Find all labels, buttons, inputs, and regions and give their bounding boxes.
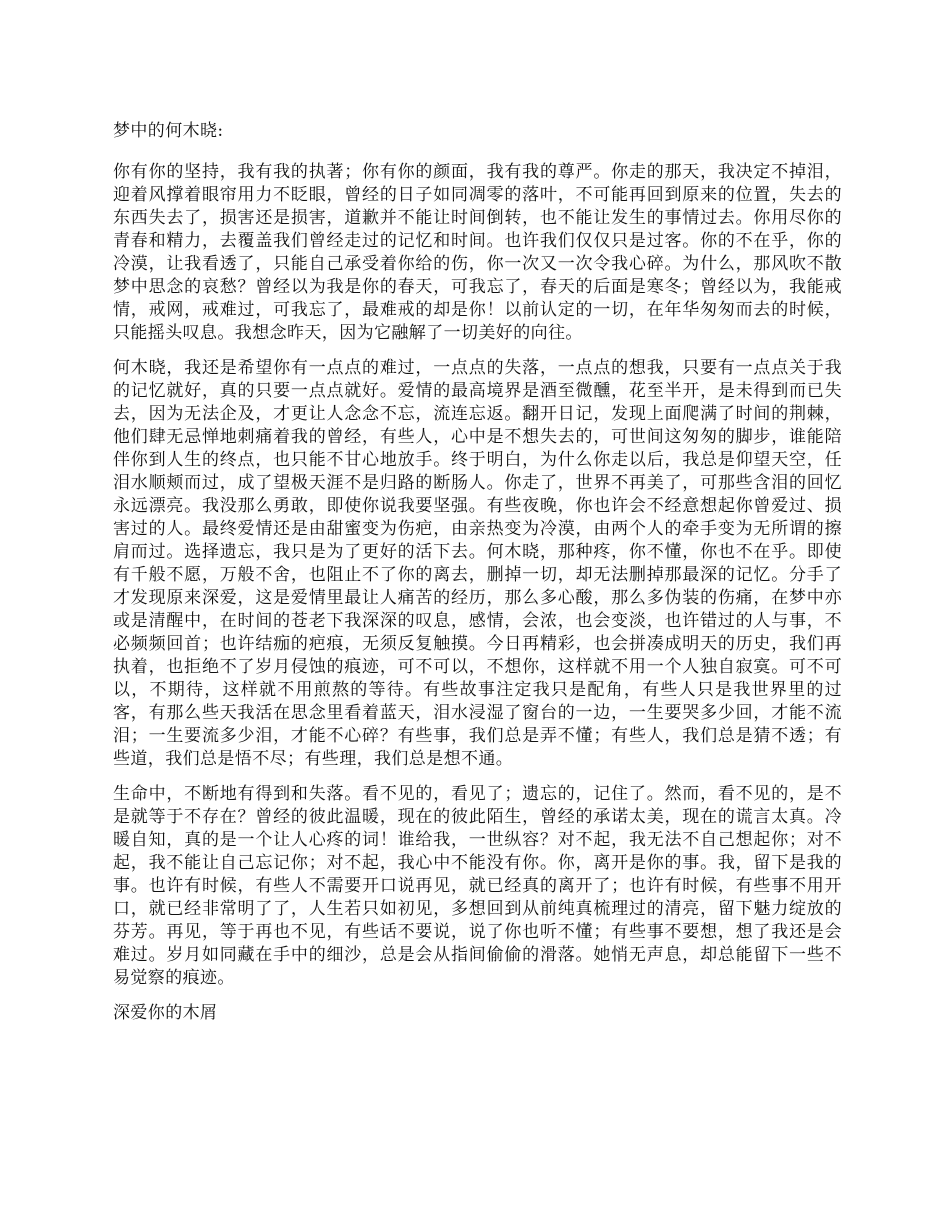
letter-paragraph-3: 生命中，不断地有得到和失落。看不见的，看见了；遗忘的，记住了。然而，看不见的，是不是就等于不存在？曾经的彼此温暖，现在的彼此陌生，曾经的承诺太美，现在的谎言太真。冷暖自知，真的是一个让人心疼的词！谁给我，一世纵容？对不起，我无法不自己想起你；对不起，我不能让自己忘记你；对不起，我心中不能没有你。你，离开是你的事。我，留下是我的事。也许有时候，有些人不需要开口说再见，就已经真的离开了；也许有时候，有些事不用开口，就已经非常明了了，人生若只如初见，多想回到从前纯真梳理过的清亮，留下魅力绽放的芬芳。再见，等于再也不见，有些话不要说，说了你也听不懂；有些事不要想，想了我还是会难过。岁月如同藏在手中的细沙，总是会从指间偷偷的滑落。她悄无声息，却总能留下一些不易觉察的痕迹。 (113, 784, 842, 988)
letter-body (113, 120, 842, 1037)
letter-paragraph-1: 你有你的坚持，我有我的执著；你有你的颜面，我有我的尊严。你走的那天，我决定不掉泪，迎着风撑着眼帘用力不眨眼，曾经的日子如同凋零的落叶，不可能再回到原来的位置，失去的东西失去了，损害还是损害，道歉并不能让时间倒转，也不能让发生的事情过去。你用尽你的青春和精力，去覆盖我们曾经走过的记忆和时间。也许我们仅仅只是过客。你的不在乎，你的冷漠，让我看透了，只能自己承受着你给的伤，你一次又一次令我心碎。为什么，那风吹不散梦中思念的哀愁？曾经以为我是你的春天，可我忘了，春天的后面是寒冬；曾经以为，我能戒情，戒网，戒难过，可我忘了，最难戒的却是你！以前认定的一切，在年华匆匆而去的时候，只能摇头叹息。我想念昨天，因为它融解了一切美好的向往。 (113, 162, 842, 343)
letter-salutation: 梦中的何木晓: (113, 121, 224, 141)
letter-closing: 深爱你的木屑 (113, 1003, 218, 1023)
letter-paragraph-2: 何木晓，我还是希望你有一点点的难过，一点点的失落，一点点的想我，只要有一点点关于我的记忆就好，真的只要一点点就好。爱情的最高境界是酒至微醺，花至半开，是未得到而已失去，因为无法企及，才更让人念念不忘，流连忘返。翻开日记，发现上面爬满了时间的荆棘，他们肆无忌惮地刺痛着我的曾经，有些人，心中是不想失去的，可世间这匆匆的脚步，谁能陪伴你到人生的终点，也只能不甘心地放手。终于明白，为什么你走以后，我总是仰望天空，任泪水顺颊而过，成了望极天涯不是归路的断肠人。你走了，世界不再美了，可那些含泪的回忆永远漂亮。我没那么勇敢，即使你说我要坚强。有些夜晚，你也许会不经意想起你曾爱过、损害过的人。最终爱情还是由甜蜜变为伤疤，由亲热变为冷漠，由两个人的牵手变为无所谓的擦肩而过。选择遗忘，我只是为了更好的活下去。何木晓，那种疼，你不懂，你也不在乎。即使有千般不愿，万般不舍，也阻止不了你的离去，删掉一切，却无法删掉那最深的记忆。分手了才发现原来深爱，这是爱情里最让人痛苦的经历，那么多心酸，那么多伪装的伤痛，在梦中亦或是清醒中，在时间的苍老下我深深的叹息，感情，会浓，也会变淡，也许错过的人与事，不必频频回首；也许结痂的疤痕，无须反复触摸。今日再精彩，也会拼凑成明天的历史，我们再执着，也拒绝不了岁月侵蚀的痕迹，可不可以，不想你，这样就不用一个人独自寂寞。可不可以，不期待，这样就不用煎熬的等待。有些故事注定我只是配角，有些人只是我世界里的过客，有那么些天我活在思念里看着蓝天，泪水浸湿了窗台的一边，一生要哭多少回，才能不流泪；一生要流多少泪，才能不心碎？有些事，我们总是弄不懂；有些人，我们总是猜不透；有些道，我们总是悟不尽；有些理，我们总是想不通。 (113, 358, 842, 769)
